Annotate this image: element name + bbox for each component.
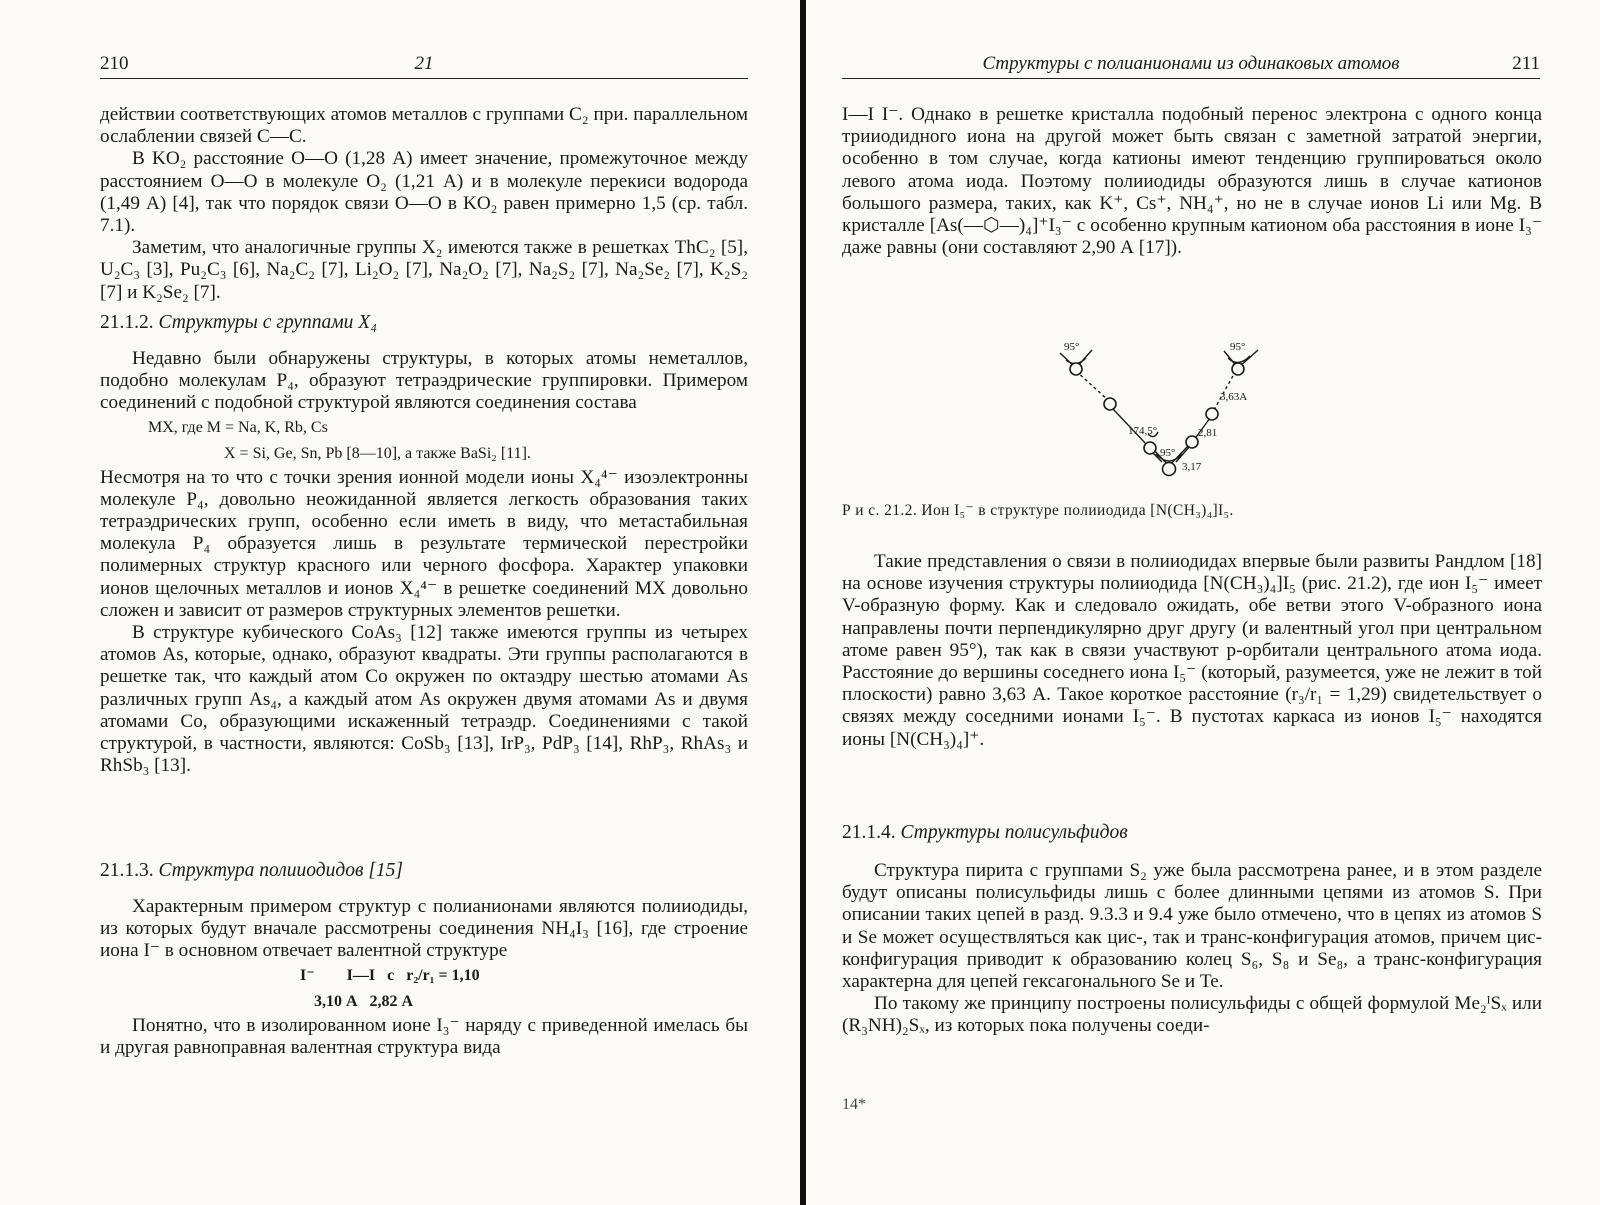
iodine-atom [1070,363,1082,375]
paragraph: Характерным примером структур с полианионами являются полииодиды, из которых будут вначале рассмотрены соединения NH₄I₃ [16], где строение иона I⁻ в основном отвечает валентной структуре [100,896,748,962]
paragraph: Понятно, что в изолированном ионе I₃⁻ наряду с приведенной имелась бы и другая равноправная валентная структура вида [100,1014,748,1058]
distance-label: 3,17 [1182,461,1202,473]
section-number: 21.1.2. [100,312,154,333]
paragraph: Несмотря на то что с точки зрения ионной модели ионы X₄⁴⁻ изоэлектронны молекуле P₄, довольно неожиданной является легкость образования таких тетраэдрических групп, особенно если иметь в виду, что метастабильная молекула P₄ образуется лишь в результате термической перестройки полимерных структур красного или черного фосфора. Характер упаковки ионов щелочных металлов и ионов X₄⁴⁻ в решетке соединений MX довольно сложен и зависит от размеров структурных элементов решетки. [100,466,748,621]
equation: 3,10 А 2,82 А [314,992,414,1010]
left-text-mid [100,348,748,777]
angle-label: 174,5° [1128,425,1158,437]
right-text-bottom [842,860,1542,1038]
iodine-atom [1144,442,1156,454]
equation: I⁻ I—I с r₂/r₁ = 1,10 [300,966,480,984]
section-title: Структура полииодидов [15] [158,860,404,881]
paragraph: I—I I⁻. Однако в решетке кристалла подобный перенос электрона с одного конца трииодидного иона на другой может быть связан с заметной затратой энергии, особенно в том случае, когда катионы имеют тенденцию группироваться около левого атома иода. Поэтому полииодиды образуются лишь в случае катионов большого размера, таких, как K⁺, Cs⁺, NH₄⁺, но не в случае ионов Li или Mg. В кристалле [As(—⬡—)₄]⁺I₃⁻ с особенно крупным катионом оба расстояния в ионе I₃⁻ даже равны (они составляют 2,90 А [17]). [842,104,1542,259]
page-number: 210 [100,53,129,74]
iodine-atom [1232,363,1244,375]
formula: MX, где M = Na, K, Rb, Cs [148,418,328,436]
iodine-atom [1206,408,1218,420]
right-page-header [842,50,1540,79]
section-number: 21.1.4. [842,822,896,843]
distance-label: 2,81 [1198,427,1218,439]
section-heading-21-1-3 [100,860,748,882]
right-text-mid [842,551,1542,751]
section-heading-21-1-4 [842,822,1542,844]
paragraph: По такому же принципу построены полисульфиды с общей формулой Me₂ᴵSₓ или (R₃NH)₂Sₓ, из которых пока получены соеди- [842,993,1542,1037]
paragraph: действии соответствующих атомов металлов с группами C₂ при. параллельном ослаблении связей C—C. [100,104,748,148]
running-head: Структуры с полианионами из одинаковых атомов [982,53,1400,74]
right-page [806,0,1600,1205]
paragraph: В KO₂ расстояние O—O (1,28 А) имеет значение, промежуточное между расстоянием O—O в молекуле O₂ (1,21 А) и в молекуле перекиси водорода (1,49 А) [4], так что порядок связи O—O в KO₂ равен примерно 1,5 (ср. табл. 7.1). [100,148,748,237]
formula: X = Si, Ge, Sn, Pb [8—10], а также BaSi₂ [11]. [224,444,531,462]
running-head: 21 [414,53,434,74]
iodine-atom [1163,463,1176,476]
left-text-bottom [100,896,748,1059]
polyiodide-figure [1026,338,1326,488]
paragraph: Заметим, что аналогичные группы X₂ имеются также в решетках ThC₂ [5], U₂C₃ [3], Pu₂C₃ [6], Na₂C₂ [7], Li₂O₂ [7], Na₂O₂ [7], Na₂S₂ [7], Na₂Se₂ [7], K₂S₂ [7] и K₂Se₂ [7]. [100,237,748,303]
iodine-atom [1186,436,1198,448]
distance-label: 3,63А [1220,391,1248,403]
angle-label: 95° [1160,447,1176,459]
paragraph: Такие представления о связи в полииодидах впервые были развиты Рандлом [18] на основе изучения структуры полииодида [N(CH₃)₄]I₅ (рис. 21.2), где ион I₅⁻ имеет V-образную форму. Как и следовало ожидать, обе ветви этого V-образного иона направлены почти перпендикулярно друг другу (и валентный угол при центральном атоме равен 95°), так как в связи участвуют p-орбитали центрального атома иода. Расстояние до вершины соседнего иона I₅⁻ (который, разумеется, уже не лежит в той плоскости) равно 3,63 А. Такое короткое расстояние (r₃/r₁ = 1,29) свидетельствует о связях между соседними ионами I₅⁻. В пустотах каркаса из ионов I₅⁻ находятся ионы [N(CH₃)₄]⁺. [842,551,1542,750]
iodine-atom [1104,398,1116,410]
figure-caption: Р и с. 21.2. Ион I₅⁻ в структуре полииодида [N(CH₃)₄]I₅. [842,502,1234,519]
right-text-top [842,104,1542,259]
signature-mark: 14* [842,1096,866,1113]
section-heading-21-1-2 [100,312,748,334]
paragraph: В структуре кубического CoAs₃ [12] также имеются группы из четырех атомов As, которые, однако, образуют квадраты. Эти группы располагаются в решетке так, что каждый атом Co окружен по октаэдру шестью атомами As различных групп As₄, а каждый атом As окружен двумя атомами As и двумя атомами Co, образующими искаженный тетраэдр. Соединениями с такой структурой, в частности, являются: CoSb₃ [13], IrP₃, PdP₃ [14], RhP₃, RhAs₃ и RhSb₃ [13]. [100,622,748,777]
left-text-top [100,104,748,304]
section-title: Структуры с группами X₄ [158,312,377,333]
angle-label: 95° [1230,341,1246,353]
angle-label: 95° [1064,341,1080,353]
paragraph: Структура пирита с группами S₂ уже была рассмотрена ранее, и в этом разделе будут описаны полисульфиды лишь с более длинными цепями из атомов S. При описании таких цепей в разд. 9.3.3 и 9.4 уже было отмечено, что в цепях из атомов S и Se может осуществляться как цис-, так и транс-конфигурация атомов, причем цис-конфигурация приводит к образованию колец S₆, S₈ и Se₈, а транс-конфигурация характерна для цепей гексагонального Se и Te. [842,860,1542,993]
left-page-header [100,50,748,79]
page-number: 211 [1512,53,1540,74]
section-number: 21.1.3. [100,860,154,881]
section-title: Структуры полисульфидов [900,822,1128,843]
paragraph: Недавно были обнаружены структуры, в которых атомы неметаллов, подобно молекулам P₄, образуют тетраэдрические группировки. Примером соединений с подобной структурой являются соединения состава [100,348,748,414]
